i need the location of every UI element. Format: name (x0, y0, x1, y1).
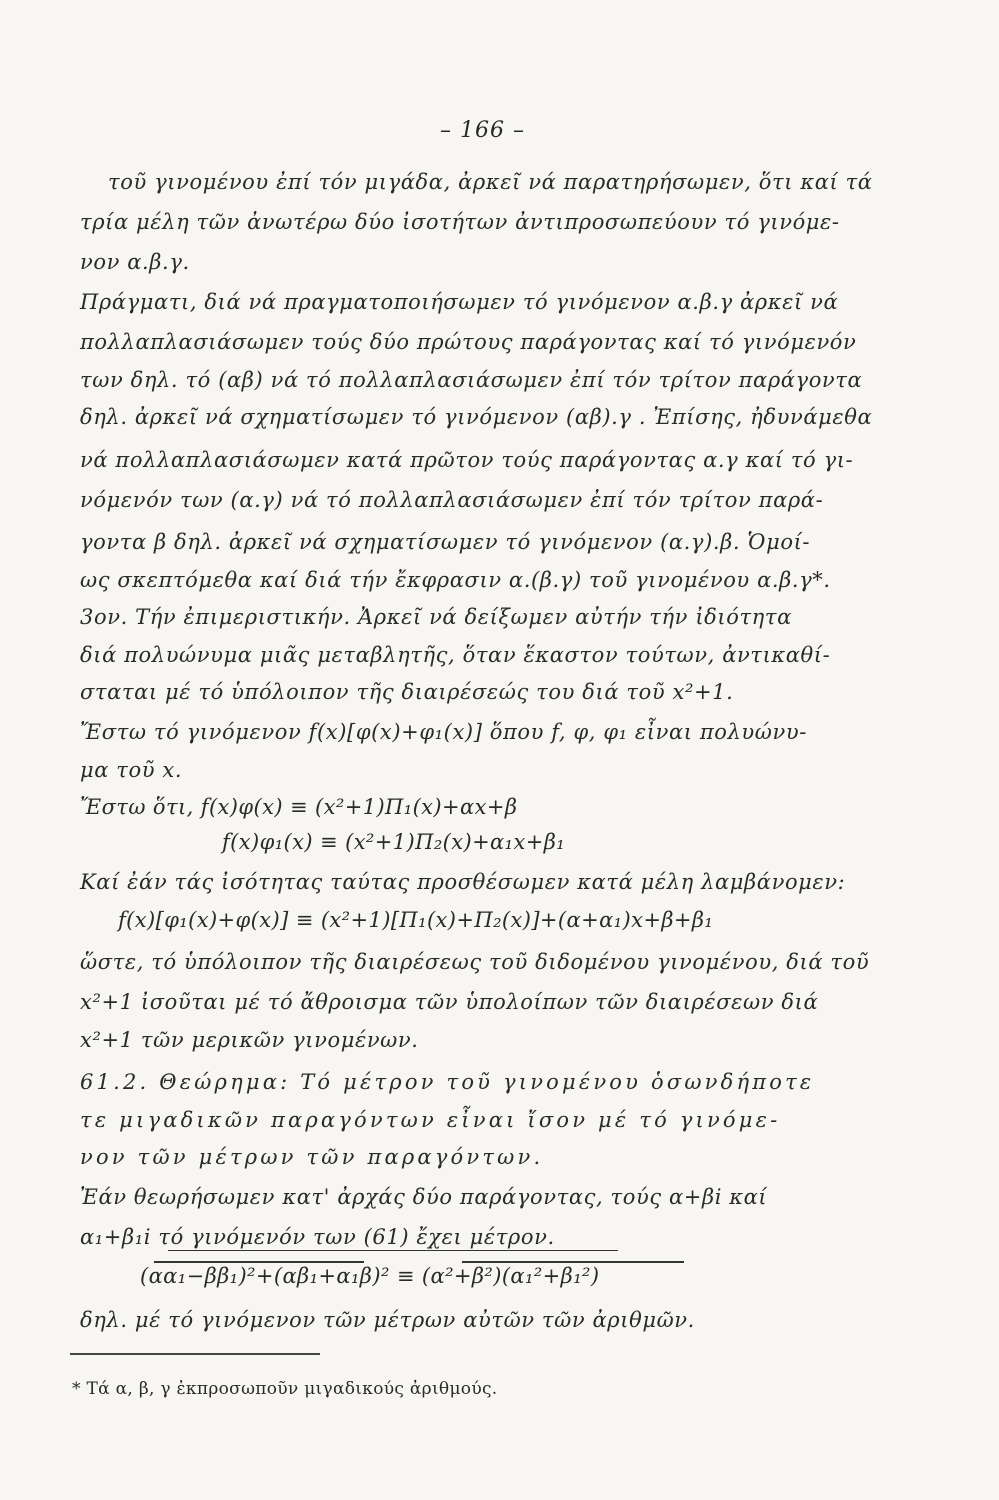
text-line: σταται μέ τό ὑπόλοιπον τῆς διαιρέσεώς του διά τοῦ x²+1. (80, 680, 734, 704)
underline (168, 1250, 618, 1251)
modulus-formula (140, 1258, 700, 1302)
footnote: * Τά α, β, γ ἐκπροσωποῦν μιγαδικούς ἀριθμούς. (72, 1379, 498, 1399)
text-line: Καί ἐάν τάς ἰσότητας ταύτας προσθέσωμεν κατά μέλη λαμβάνομεν: (80, 870, 846, 894)
text-line: των δηλ. τό (αβ) νά τό πολλαπλασιάσωμεν ἐπί τόν τρίτον παράγοντα (80, 368, 863, 392)
text-line: α₁+β₁i τό γινόμενόν των (61) ἔχει μέτρον. (80, 1225, 555, 1249)
text-line: νον τῶν μέτρων τῶν παραγόντων. (80, 1145, 544, 1169)
equation-line: (αα₁−ββ₁)²+(αβ₁+α₁β)² ≡ (α²+β²)(α₁²+β₁²) (140, 1264, 600, 1288)
text-line: γοντα β δηλ. ἀρκεῖ νά σχηματίσωμεν τό γινόμενον (α.γ).β. Ὁμοί- (80, 530, 811, 554)
text-line: 3ον. Τήν ἐπιμεριστικήν. Ἀρκεῖ νά δείξωμεν αὐτήν τήν ἰδιότητα (80, 605, 792, 629)
equation-line: f(x)φ₁(x) ≡ (x²+1)Π₂(x)+α₁x+β₁ (222, 830, 566, 854)
text-line: ως σκεπτόμεθα καί διά τήν ἔκφρασιν α.(β.γ) τοῦ γινομένου α.β.γ*. (80, 568, 831, 592)
text-line: x²+1 τῶν μερικῶν γινομένων. (80, 1028, 419, 1052)
text-line: νον α.β.γ. (80, 250, 190, 274)
equation-line: Ἔστω ὅτι, f(x)φ(x) ≡ (x²+1)Π₁(x)+αx+β (80, 795, 518, 819)
text-line: τρία μέλη τῶν ἀνωτέρω δύο ἰσοτήτων ἀντιπροσωπεύουν τό γινόμε- (80, 210, 840, 234)
theorem-heading: 61.2. Θεώρημα: Τό μέτρον τοῦ γινομένου ὁσωνδήποτε (80, 1070, 815, 1094)
text-line: διά πολυώνυμα μιᾶς μεταβλητῆς, ὅταν ἕκαστον τούτων, ἀντικαθί- (80, 643, 831, 667)
text-line: τοῦ γινομένου ἐπί τόν μιγάδα, ἀρκεῖ νά παρατηρήσωμεν, ὅτι καί τά (108, 170, 873, 194)
text-line: Πράγματι, διά νά πραγματοποιήσωμεν τό γινόμενον α.β.γ ἀρκεῖ νά (80, 290, 839, 314)
equation-line: f(x)[φ₁(x)+φ(x)] ≡ (x²+1)[Π₁(x)+Π₂(x)]+(α+α₁)x+β+β₁ (118, 908, 714, 932)
text-line: νά πολλαπλασιάσωμεν κατά πρῶτον τούς παράγοντας α.γ καί τό γι- (80, 448, 854, 472)
text-line: τε μιγαδικῶν παραγόντων εἶναι ἴσον μέ τό γινόμε- (80, 1108, 781, 1132)
text-line: Ἐάν θεωρήσωμεν κατ' ἀρχάς δύο παράγοντας, τούς α+βi καί (80, 1185, 768, 1209)
page-number: – 166 – (440, 118, 525, 143)
text-line: ὥστε, τό ὑπόλοιπον τῆς διαιρέσεως τοῦ διδομένου γινομένου, διά τοῦ (80, 950, 870, 974)
text-line: πολλαπλασιάσωμεν τούς δύο πρώτους παράγοντας καί τό γινόμενόν (80, 330, 857, 354)
sqrt-bar-right (462, 1261, 684, 1263)
footnote-rule (70, 1353, 320, 1355)
text-line: δηλ. ἀρκεῖ νά σχηματίσωμεν τό γινόμενον (αβ).γ . Ἐπίσης, ἠδυνάμεθα (80, 405, 873, 429)
text-line: Ἔστω τό γινόμενον f(x)[φ(x)+φ₁(x)] ὅπου f, φ, φ₁ εἶναι πολυώνυ- (80, 720, 807, 744)
text-line: δηλ. μέ τό γινόμενον τῶν μέτρων αὐτῶν τῶν ἀριθμῶν. (80, 1308, 695, 1332)
text-line: x²+1 ἰσοῦται μέ τό ἄθροισμα τῶν ὑπολοίπων τῶν διαιρέσεων διά (80, 990, 819, 1014)
sqrt-bar-left (154, 1261, 364, 1263)
text-line: μα τοῦ x. (80, 758, 183, 782)
text-line: νόμενόν των (α.γ) νά τό πολλαπλασιάσωμεν ἐπί τόν τρίτον παρά- (80, 488, 824, 512)
